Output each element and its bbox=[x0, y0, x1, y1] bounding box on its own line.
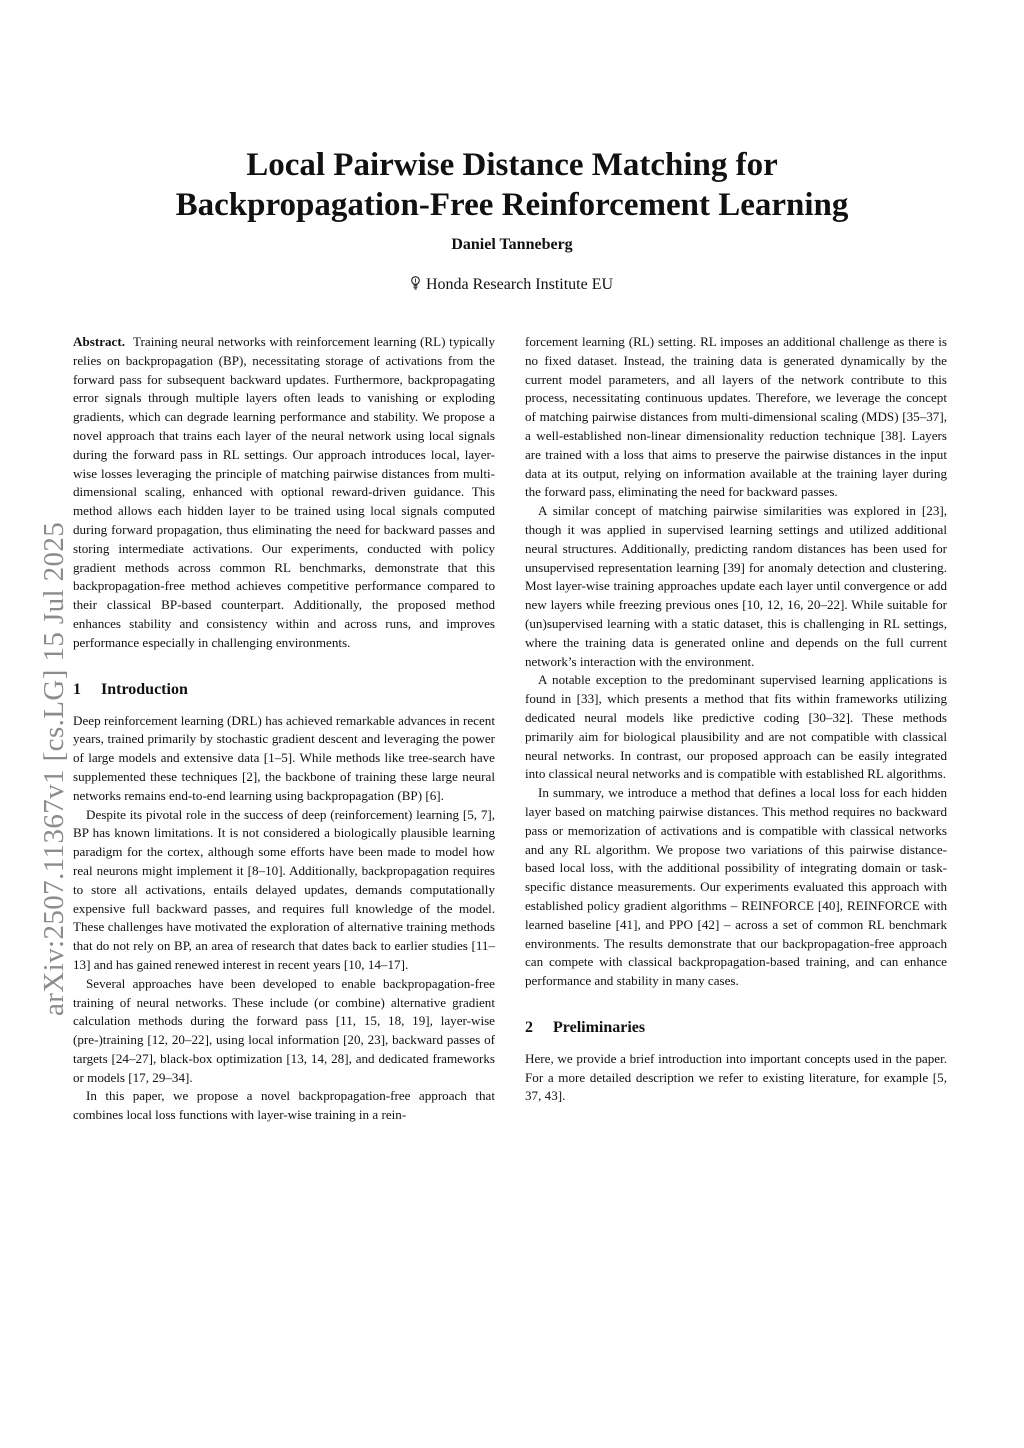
paragraph: forcement learning (RL) setting. RL imposes an additional challenge as there is no fixed dataset. Instead, the training data is generated dynamically by the current model parameters, and all layers of the network contribute to this process, necessitating continuous updates. Therefore, we leverage the concept of matching pairwise distances from multi-dimensional scaling (MDS) [35–37], a well-established non-linear dimensionality reduction technique [38]. Layers are trained with a loss that aims to preserve the pairwise distances in the input data at its output, relying on information available at the training layer during the forward pass, eliminating the need for backward passes. bbox=[525, 334, 947, 500]
section-title: Preliminaries bbox=[553, 1018, 646, 1036]
section-title: Introduction bbox=[101, 680, 188, 698]
section-number: 1 bbox=[73, 680, 81, 698]
paragraph: A similar concept of matching pairwise similarities was explored in [23], though it was applied in supervised learning settings and utilized additional neural structures. Additionally, predicting random distances has been used for unsupervised representation learning [39] for anomaly detection and clustering. Most layer-wise training approaches update each layer until convergence or add new layers while freezing previous ones [10, 12, 16, 20–22]. While suitable for (un)supervised learning with a static dataset, this is challenging in RL settings, where the training data is generated online and depends on the full current network’s interaction with the environment. bbox=[525, 503, 947, 669]
lightbulb-icon bbox=[411, 276, 420, 290]
title-line-1: Local Pairwise Distance Matching for bbox=[246, 147, 778, 183]
paragraph: In summary, we introduce a method that defines a local loss for each hidden layer based on matching pairwise distances. This method requires no backward pass or memorization of activations and is compatible with classical networks and any RL algorithm. We propose two variations of this pairwise distance-based local loss, with the additional possibility of integrating domain or task-specific distance measurements. Our experiments evaluated this approach with established policy gradient algorithms – REINFORCE [40], REINFORCE with learned baseline [41], and PPO [42] – across a set of common RL benchmark environments. The results demonstrate that our backpropagation-free approach can compete with classical backpropagation-based training, and can enhance performance and stability in many cases. bbox=[525, 785, 947, 989]
abstract-label: Abstract. bbox=[73, 334, 125, 349]
paragraph: Despite its pivotal role in the success of deep (reinforcement) learning [5, 7], BP has known limitations. It is not considered a biologically plausible learning paradigm for the cortex, although some efforts have been made to model how real neurons might implement it [8–10]. Additionally, backpropagation requires to store all activations, entails delayed updates, demands computationally expensive full backward passes, and requires full knowledge of the model. These challenges have motivated the exploration of alternative training methods that do not rely on BP, an area of research that dates back to earlier studies [11–13] and has gained renewed interest in recent years [10, 14–17]. bbox=[73, 806, 495, 972]
paper-title bbox=[60, 145, 964, 225]
abstract bbox=[73, 333, 495, 653]
paragraph: In this paper, we propose a novel backpropagation-free approach that combines local loss functions with layer-wise training in a rein- bbox=[73, 1088, 495, 1123]
paragraph: Several approaches have been developed to enable backpropagation-free training of neural networks. These include (or combine) alternative gradient calculation methods during the forward pass [11, 15, 18, 19], layer-wise (pre-)training [12, 20–22], using local information [20, 23], backward passes of targets [24–27], black-box optimization [13, 14, 28], and dedicated frameworks or models [17, 29–34]. bbox=[73, 975, 495, 1085]
right-column bbox=[525, 333, 947, 1106]
author-name: Daniel Tanneberg bbox=[451, 236, 573, 253]
abstract-text: Training neural networks with reinforcement learning (RL) typically relies on backpropagation (BP), necessitating storage of activations from the forward pass for subsequent backward updates. Furthermore, backpropagating error signals through multiple layers often leads to vanishing or exploding gradients, which can degrade learning performance and stability. We propose a novel approach that trains each layer of the neural network using local signals during the forward pass in RL settings. Our approach introduces local, layer-wise losses leveraging the principle of matching pairwise distances from multi-dimensional scaling, enhanced with optional reward-driven guidance. This method allows each hidden layer to be trained using local signals computed during forward propagation, thus eliminating the need for backward passes and storing intermediate activations. Our experiments, conducted with policy gradient methods across common RL benchmarks, demonstrate that this backpropagation-free method achieves competitive performance compared to their classical BP-based counterpart. Additionally, the proposed method enhances stability and consistency within and across runs, and improves performance especially in challenging environments. bbox=[73, 334, 495, 650]
arxiv-identifier[interactable]: arXiv:2507.11367v1 [cs.LG] 15 Jul 2025 bbox=[38, 521, 70, 1016]
affiliation-line bbox=[0, 275, 1024, 295]
section-number: 2 bbox=[525, 1018, 533, 1036]
title-line-2: Backpropagation-Free Reinforcement Learning bbox=[175, 187, 849, 223]
section-heading-introduction bbox=[73, 680, 495, 700]
paragraph: Here, we provide a brief introduction into important concepts used in the paper. For a more detailed description we refer to existing literature, for example [5, 37, 43]. bbox=[525, 1050, 947, 1104]
left-column bbox=[73, 333, 495, 1125]
paragraph: A notable exception to the predominant supervised learning applications is found in [33], which presents a method that fits within frameworks utilizing dedicated neural models like predictive coding [30–32]. These methods primarily aim for biological plausibility and are not compatible with classical neural networks. In contrast, our proposed approach can be easily integrated into classical neural networks and is compatible with established RL algorithms. bbox=[525, 672, 947, 782]
paragraph: Deep reinforcement learning (DRL) has achieved remarkable advances in recent years, trained primarily by stochastic gradient descent and leveraging the power of large models and extensive data [1–5]. While methods like tree-search have supplemented these techniques [2], the backbone of training these large neural networks remains end-to-end learning using backpropagation (BP) [6]. bbox=[73, 712, 495, 803]
affiliation-text: Honda Research Institute EU bbox=[425, 276, 614, 293]
section-heading-preliminaries bbox=[525, 1018, 947, 1038]
